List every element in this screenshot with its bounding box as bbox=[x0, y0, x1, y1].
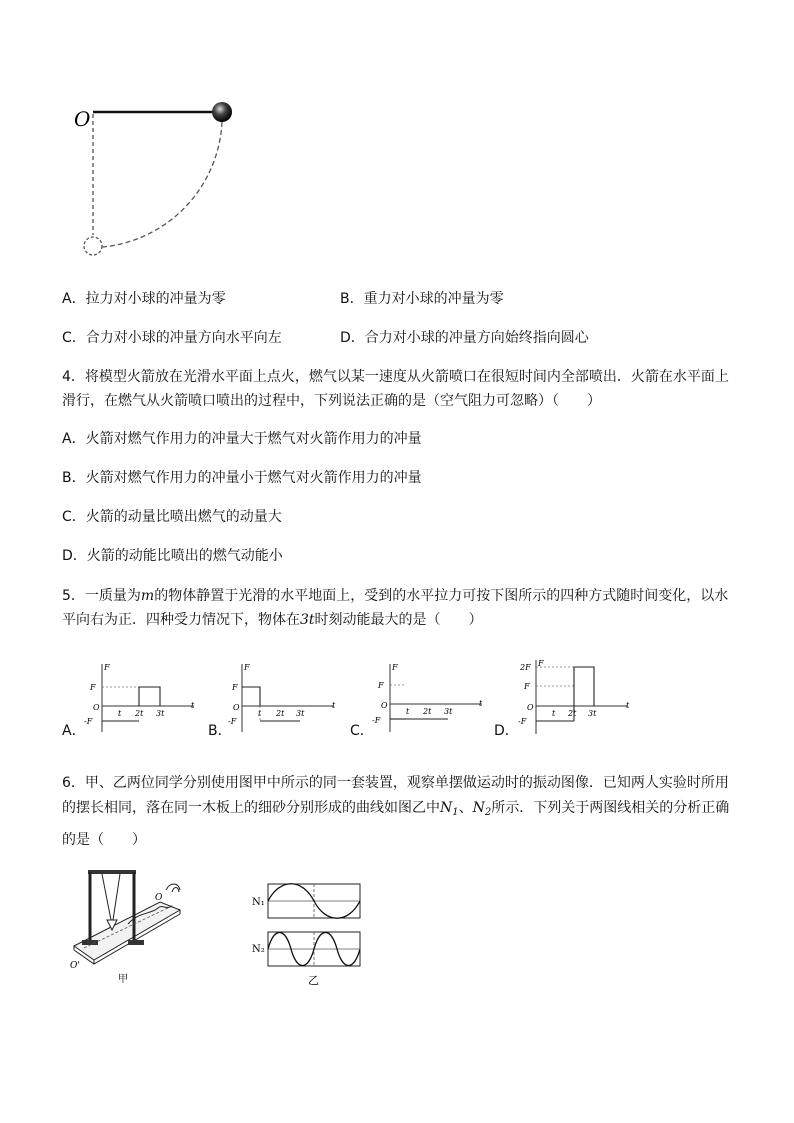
lowest-position-circle bbox=[84, 237, 102, 255]
sand-pendulum-apparatus bbox=[62, 864, 192, 988]
n1-symbol: $N_1$ bbox=[440, 800, 459, 818]
separator: 、 bbox=[458, 800, 473, 816]
svg-text:2t: 2t bbox=[135, 709, 144, 718]
svg-text:F: F bbox=[244, 663, 250, 672]
q5-stem-line1 bbox=[62, 585, 742, 607]
svg-text:-F: -F bbox=[228, 717, 237, 726]
q5-option-b-graph[interactable] bbox=[208, 660, 338, 742]
q5-option-c-graph[interactable] bbox=[350, 660, 483, 742]
svg-text:t: t bbox=[626, 701, 630, 710]
force-time-graph-d bbox=[516, 656, 634, 740]
svg-text:2F: 2F bbox=[520, 663, 531, 672]
svg-text:F: F bbox=[524, 682, 530, 691]
q5-stem-text: 5．一质量为 bbox=[62, 588, 141, 604]
q3-option-d[interactable]: D．合力对小球的冲量方向始终指向圆心 bbox=[340, 330, 589, 346]
svg-text:t: t bbox=[258, 709, 262, 718]
svg-text:O: O bbox=[527, 703, 534, 712]
svg-text:-F: -F bbox=[84, 717, 93, 726]
svg-text:F: F bbox=[104, 663, 110, 672]
svg-text:O: O bbox=[233, 703, 240, 712]
svg-text:3t: 3t bbox=[444, 707, 453, 716]
q5-option-d-graph[interactable] bbox=[494, 656, 634, 742]
figure-yi-caption: 乙 bbox=[308, 974, 319, 987]
pendulum-ball bbox=[212, 102, 232, 122]
q6-stem-line1: 6．甲、乙两位同学分别使用图甲中所示的同一套装置，观察单摆做运动时的振动图像．已知两人实验时所用 bbox=[62, 775, 729, 791]
trace-n1-label: N₁ bbox=[252, 897, 265, 908]
trace-n2-label: N₂ bbox=[252, 944, 265, 955]
svg-text:t: t bbox=[479, 699, 483, 708]
force-time-graph-b bbox=[230, 660, 342, 740]
figure-jia-caption: 甲 bbox=[118, 974, 128, 985]
apparatus-label-o: O bbox=[155, 893, 163, 903]
svg-text:t: t bbox=[406, 707, 410, 716]
svg-text:3t: 3t bbox=[156, 709, 165, 718]
q5-option-b-label: B． bbox=[208, 723, 232, 739]
q4-option-b[interactable]: B．火箭对燃气作用力的冲量小于燃气对火箭作用力的冲量 bbox=[62, 470, 422, 486]
svg-text:F: F bbox=[90, 683, 96, 692]
q4-stem-line1: 4．将模型火箭放在光滑水平面上点火，燃气以某一速度从火箭喷口在很短时间内全部喷出．火箭在水平面上 bbox=[62, 369, 729, 385]
svg-text:O: O bbox=[93, 703, 100, 712]
svg-text:-F: -F bbox=[372, 716, 381, 725]
q6-stem-text-2: 所示．下列关于两图线相关的分析正确 bbox=[491, 800, 730, 816]
q5-stem-text-4: 时刻动能最大的是（ ） bbox=[314, 612, 483, 628]
q5-stem-text-3: 平向右为正．四种受力情况下，物体在 bbox=[62, 612, 300, 628]
q5-option-c-label: C． bbox=[350, 723, 374, 739]
q4-option-d[interactable]: D．火箭的动能比喷出的燃气动能小 bbox=[62, 548, 283, 564]
n2-symbol: $N_2$ bbox=[472, 800, 492, 818]
pendulum-figure bbox=[60, 90, 250, 270]
svg-text:F: F bbox=[538, 659, 544, 668]
svg-text:O: O bbox=[381, 701, 388, 710]
q4-option-a[interactable]: A．火箭对燃气作用力的冲量大于燃气对火箭作用力的冲量 bbox=[62, 431, 422, 447]
svg-text:t: t bbox=[332, 701, 336, 710]
pivot-label: O bbox=[74, 107, 91, 131]
q6-stem-text: 的摆长相同，落在同一木板上的细砂分别形成的曲线如图乙中 bbox=[62, 800, 440, 816]
q5-stem-line2 bbox=[62, 609, 742, 631]
q5-option-a-label: A． bbox=[62, 723, 86, 739]
q3-option-a[interactable]: A．拉力对小球的冲量为零 bbox=[62, 291, 226, 307]
svg-text:t: t bbox=[118, 709, 122, 718]
force-time-graph-c bbox=[372, 660, 484, 740]
svg-text:3t: 3t bbox=[588, 709, 597, 718]
svg-text:F: F bbox=[378, 681, 384, 690]
q4-stem-line2: 滑行，在燃气从火箭喷口喷出的过程中，下列说法正确的是（空气阻力可忽略）（ ） bbox=[62, 393, 601, 409]
q6-stem-line3: 的是（ ） bbox=[62, 832, 146, 848]
svg-text:2t: 2t bbox=[276, 709, 285, 718]
mass-symbol: m bbox=[140, 588, 155, 604]
force-time-graph-a bbox=[84, 660, 196, 740]
q4-option-c[interactable]: C．火箭的动量比喷出燃气的动量大 bbox=[62, 509, 282, 525]
time-symbol: 3t bbox=[300, 612, 315, 628]
svg-text:F: F bbox=[232, 683, 238, 692]
svg-text:-F: -F bbox=[518, 717, 527, 726]
q3-option-b[interactable]: B．重力对小球的冲量为零 bbox=[340, 291, 504, 307]
q5-option-d-label: D． bbox=[494, 723, 519, 739]
svg-text:t: t bbox=[191, 701, 195, 710]
svg-text:3t: 3t bbox=[296, 709, 305, 718]
apparatus-label-o-prime: O' bbox=[70, 961, 80, 971]
sand-trace-figure bbox=[250, 876, 368, 990]
q5-option-a-graph[interactable] bbox=[62, 660, 195, 742]
q5-stem-text-2: 的物体静置于光滑的水平地面上，受到的水平拉力可按下图所示的四种方式随时间变化，以水 bbox=[154, 588, 729, 604]
q3-option-c[interactable]: C．合力对小球的冲量方向水平向左 bbox=[62, 330, 282, 346]
swing-arc-dashed bbox=[102, 122, 222, 247]
svg-text:t: t bbox=[552, 709, 556, 718]
svg-text:F: F bbox=[392, 663, 398, 672]
svg-text:2t: 2t bbox=[568, 709, 577, 718]
svg-text:2t: 2t bbox=[423, 707, 432, 716]
q6-stem-line2 bbox=[62, 797, 742, 824]
